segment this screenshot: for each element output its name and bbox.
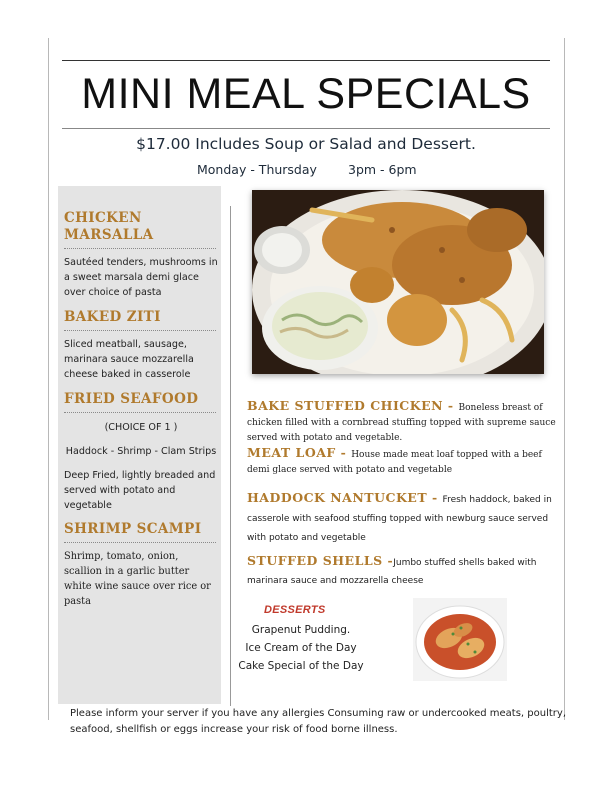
page-right-border [564, 38, 565, 720]
dessert-item: Grapenut Pudding. [251, 624, 351, 636]
bake-stuffed-chicken-sep: - [443, 398, 459, 413]
meat-loaf-title: MEAT LOAF [247, 445, 336, 460]
sidebar-divider [230, 206, 231, 706]
haddock-nantucket-sep: - [427, 490, 443, 505]
menu-item-meat-loaf [247, 445, 557, 478]
haddock-nantucket-title: HADDOCK NANTUCKET [247, 490, 428, 505]
days-label: Monday - Thursday [197, 162, 317, 177]
time-label: 3pm - 6pm [348, 162, 417, 177]
fried-seafood-options: Haddock - Shrimp - Clam Strips [65, 446, 217, 457]
desserts-heading: DESSERTS [264, 604, 326, 616]
fried-seafood-photo [252, 190, 544, 374]
shrimp-scampi-rule [64, 542, 216, 543]
baked-ziti-desc: Sliced meatball, sausage, marinara sauce mozzarella cheese baked in casserole [64, 339, 194, 380]
page-title: MINI MEAL SPECIALS [81, 70, 531, 118]
meat-loaf-desc: House made meat loaf topped with a beef demi glace served with potato and vegetable [247, 450, 542, 475]
title-bottom-rule [62, 128, 550, 129]
fried-seafood-title: FRIED SEAFOOD [64, 391, 199, 407]
meat-loaf-sep: - [335, 445, 352, 460]
chicken-marsala-title: CHICKEN MARSALLA [64, 210, 154, 243]
chicken-marsala-rule [64, 248, 216, 249]
fried-seafood-rule [64, 412, 216, 413]
allergy-notice: Please inform your server if you have any allergies Consuming raw or undercooked meats, poultry, seafood, shellfish or eggs increase your risk of food borne illness. [70, 708, 566, 735]
fried-seafood-choice: (CHOICE OF 1 ) [104, 422, 178, 433]
dessert-item: Cake Special of the Day [238, 660, 364, 672]
price-subtitle: $17.00 Includes Soup or Salad and Dessert. [136, 135, 476, 153]
bake-stuffed-chicken-title: BAKE STUFFED CHICKEN [247, 398, 444, 413]
shrimp-scampi-title: SHRIMP SCAMPI [64, 521, 202, 537]
menu-item-haddock-nantucket [247, 488, 557, 548]
chicken-marsala-desc: Sautéed tenders, mushrooms in a sweet marsala demi glace over choice of pasta [64, 257, 218, 298]
stuffed-shells-desc: Jumbo stuffed shells baked with marinara sauce and mozzarella cheese [247, 558, 537, 586]
menu-item-stuffed-shells [247, 552, 557, 590]
dessert-item: Ice Cream of the Day [245, 642, 357, 654]
menu-item-bake-stuffed-chicken [247, 398, 557, 446]
stuffed-shells-title: STUFFED SHELLS [247, 553, 383, 568]
baked-ziti-title: BAKED ZITI [64, 309, 161, 325]
bake-stuffed-chicken-desc: Boneless breast of chicken filled with a cornbread stuffing topped with supreme sauce served with potato and vegetable. [247, 403, 556, 443]
fried-seafood-desc: Deep Fried, lightly breaded and served with potato and vegetable [64, 470, 216, 511]
stuffed-shells-photo [413, 598, 507, 681]
page-left-border [48, 38, 49, 720]
stuffed-shells-sep: - [382, 553, 394, 568]
shrimp-scampi-desc: Shrimp, tomato, onion, scallion in a garlic butter white wine sauce over rice or pasta [64, 551, 211, 607]
baked-ziti-rule [64, 330, 216, 331]
title-top-rule [62, 60, 550, 61]
haddock-nantucket-desc: Fresh haddock, baked in casserole with seafood stuffing topped with newburg sauce served with potato and vegetable [247, 495, 552, 543]
